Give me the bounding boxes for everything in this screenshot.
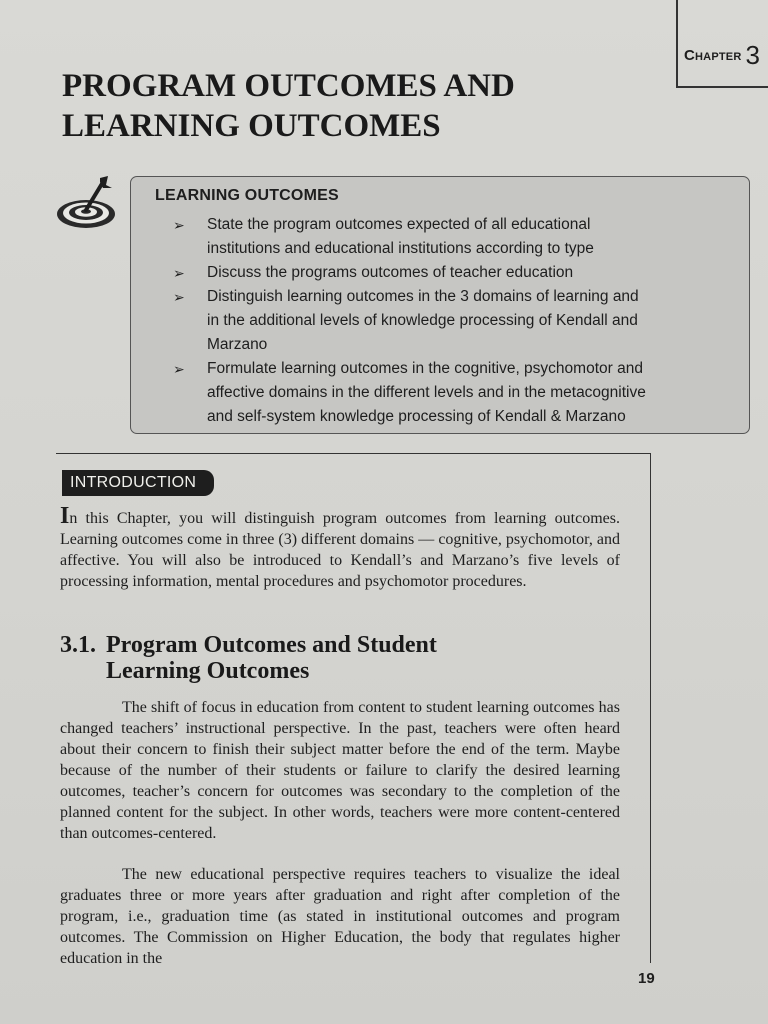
introduction-text: n this Chapter, you will distinguish program outcomes from learning outcomes. Learning outcomes come in three (3) different domains — cognitive, psychomotor, and affective. You will also be introduced to Kendall’s and Marzano’s five levels of processing information, mental procedures and psychomotor procedures.: [60, 510, 620, 590]
section-title-line-2: Learning Outcomes: [106, 658, 310, 684]
learning-outcome-line: Formulate learning outcomes in the cognitive, psychomotor and: [207, 360, 643, 377]
learning-outcome-item: [173, 357, 733, 429]
learning-outcome-item: [173, 285, 733, 357]
learning-outcomes-box: [130, 176, 750, 434]
section-3-1-heading: [60, 632, 640, 684]
learning-outcome-line: Distinguish learning outcomes in the 3 domains of learning and: [207, 288, 639, 305]
section-paragraph-2: The new educational perspective requires teachers to visualize the ideal graduates three or more years after graduation and right after completion of the program, i.e., graduation time (as stated in institutional outcomes and program outcomes. The Commission on Higher Education, the body that regulates higher education in the: [60, 866, 620, 967]
introduction-dropcap: I: [60, 503, 70, 529]
learning-outcome-item: [173, 261, 733, 285]
introduction-frame-right-rule: [650, 453, 651, 963]
learning-outcome-line: in the additional levels of knowledge processing of Kendall and: [207, 312, 638, 329]
learning-outcomes-list: [173, 213, 733, 429]
learning-outcome-line: affective domains in the different levels and in the metacognitive: [207, 384, 646, 401]
learning-outcome-line: Marzano: [207, 336, 268, 353]
learning-outcome-line: Discuss the programs outcomes of teacher education: [207, 264, 574, 281]
chapter-title-line-2: LEARNING OUTCOMES: [62, 108, 441, 144]
target-with-dart-icon: [56, 176, 120, 230]
arrowhead-bullet-icon: ➢: [173, 265, 185, 281]
chapter-label: [684, 40, 760, 71]
learning-outcome-line: and self-system knowledge processing of Kendall & Marzano: [207, 408, 626, 425]
chapter-number: 3: [745, 40, 761, 70]
introduction-paragraph: [60, 503, 620, 592]
section-paragraph-1: The shift of focus in education from content to student learning outcomes has changed teachers’ instructional perspective. In the past, teachers were often heard about their concern to finish their subject matter before the end of the term. Maybe because of the number of their students or failure to clarify the desired learning outcomes, teacher’s concern for outcomes was secondary to the completion of the planned content for the subject. In other words, teachers were more content-centered than outcomes-centered.: [60, 699, 620, 842]
chapter-word: Chapter: [684, 47, 742, 64]
introduction-badge: INTRODUCTION: [62, 470, 214, 496]
arrowhead-bullet-icon: ➢: [173, 217, 185, 233]
learning-outcome-line: institutions and educational institutions according to type: [207, 240, 594, 257]
page-number: 19: [638, 970, 655, 987]
chapter-title-line-1: PROGRAM OUTCOMES AND: [62, 68, 515, 104]
learning-outcome-line: State the program outcomes expected of all educational: [207, 216, 591, 233]
introduction-frame-top-rule: [56, 453, 651, 454]
section-title-line-1: Program Outcomes and Student: [106, 632, 437, 658]
section-number: 3.1.: [60, 632, 96, 658]
arrowhead-bullet-icon: ➢: [173, 361, 185, 377]
chapter-title: [62, 66, 662, 146]
arrowhead-bullet-icon: ➢: [173, 289, 185, 305]
learning-outcome-item: [173, 213, 733, 261]
learning-outcomes-heading: LEARNING OUTCOMES: [155, 187, 339, 204]
